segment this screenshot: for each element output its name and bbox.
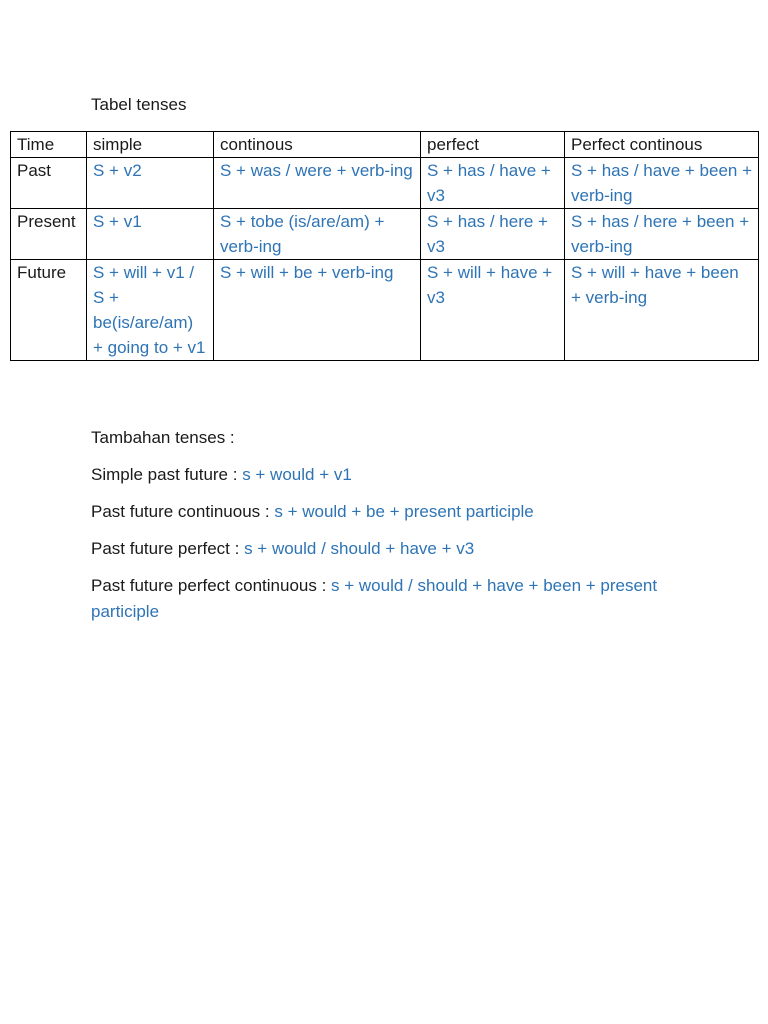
list-item [91,499,691,525]
tense-formula: s + would / should + have + been + present participle [91,576,658,621]
header-cell-simple: simple [87,132,214,158]
row-label-past: Past [11,158,87,209]
tense-label: Past future perfect continuous : [91,576,332,595]
tense-formula: s + would / should + have + v3 [244,539,475,558]
table-cell: S + will + be + verb-ing [214,260,421,361]
table-cell: S + v1 [87,209,214,260]
row-label-future: Future [11,260,87,361]
header-cell-perfect-continous: Perfect continous [565,132,759,158]
document-title: Tabel tenses [91,95,187,114]
table-cell: S + v2 [87,158,214,209]
table-cell: S + will + have + v3 [421,260,565,361]
table-cell: S + has / have + been + verb-ing [565,158,759,209]
table-row [11,260,759,361]
tense-formula: s + would + be + present participle [274,502,534,521]
table-cell: S + will + v1 / S + be(is/are/am) + going to + v1 [87,260,214,361]
table-cell: S + has / have + v3 [421,158,565,209]
row-label-present: Present [11,209,87,260]
tense-formula: s + would + v1 [242,465,352,484]
table-cell: S + will + have + been + verb-ing [565,260,759,361]
header-cell-perfect: perfect [421,132,565,158]
table-cell: S + has / here + been + verb-ing [565,209,759,260]
tenses-table [10,131,759,361]
table-row [11,158,759,209]
list-item [91,573,691,625]
tense-label: Past future continuous : [91,502,275,521]
header-cell-continous: continous [214,132,421,158]
table-cell: S + has / here + v3 [421,209,565,260]
tense-label: Past future perfect : [91,539,245,558]
table-cell: S + was / were + verb-ing [214,158,421,209]
header-cell-time: Time [11,132,87,158]
table-row [11,209,759,260]
list-item [91,462,691,488]
extra-heading: Tambahan tenses : [91,428,235,447]
table-cell: S + tobe (is/are/am) + verb-ing [214,209,421,260]
tense-label: Simple past future : [91,465,243,484]
extra-tenses-section [91,425,691,636]
list-item [91,536,691,562]
table-header-row [11,132,759,158]
